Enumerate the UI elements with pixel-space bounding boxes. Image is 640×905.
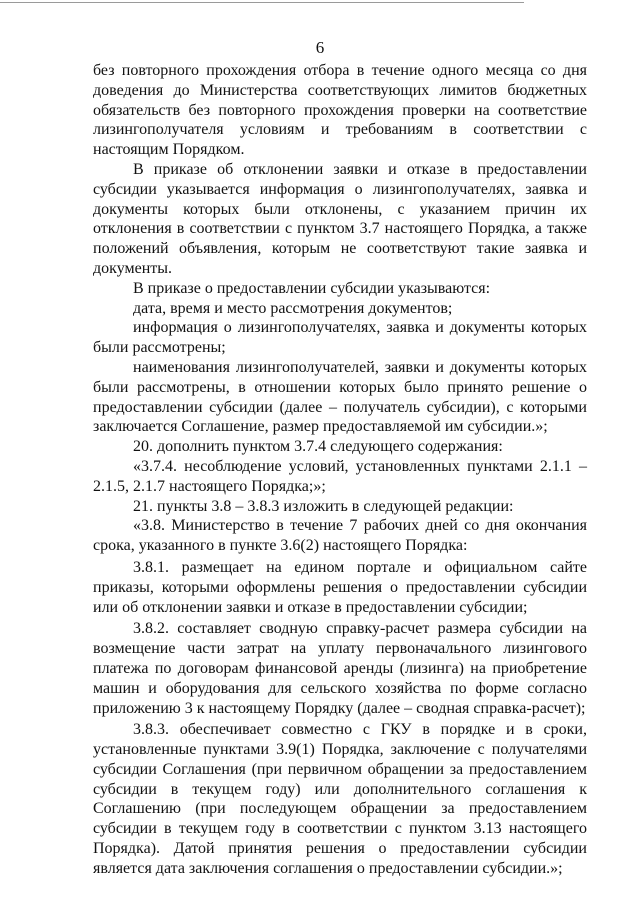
paragraph: «3.8. Министерство в течение 7 рабочих дней со дня окончания срока, указанного в пункте 3.6(2) настоящего Порядка: <box>93 517 587 555</box>
paragraph: В приказе об отклонении заявки и отказе в предоставлении субсидии указывается информация о лизингополучателях, заявка и документы которых были отклонены, с указанием причин их отклонения в соответствии с пунктом 3.7 настоящего Порядка, а также положений объявления, которым не соответствуют такие заявка и документы. <box>93 160 587 277</box>
paragraph: «3.7.4. несоблюдение условий, установленных пунктами 2.1.1 – 2.1.5, 2.1.7 настоящего Порядка;»; <box>93 457 587 495</box>
paragraph: информация о лизингополучателях, заявка и документы которых были рассмотрены; <box>93 319 587 357</box>
paragraph: 3.8.1. размещает на едином портале и официальном сайте приказы, которыми оформлены решения о предоставлении субсидии или об отклонении заявки и отказе в предоставлении субсидии; <box>93 558 587 616</box>
paragraph: дата, время и место рассмотрения документов; <box>133 299 453 317</box>
paragraph: без повторного прохождения отбора в течение одного месяца со дня доведения до Министерства соответствующих лимитов бюджетных обязательств без повторного прохождения проверки на соответствие лизингополучателя условиям и требованиям в соответствии с настоящим Порядком. <box>93 62 587 159</box>
paragraph: В приказе о предоставлении субсидии указываются: <box>133 279 491 297</box>
paragraph: 3.8.3. обеспечивает совместно с ГКУ в порядке и в сроки, установленные пунктами 3.9(1) Порядка, заключение с получателями субсидии Соглашения (при первичном обращении за предоставлением субсидии в текущем году) или дополнительного соглашения к Соглашению (при последующем обращении за предоставлением субсидии в текущем году в соответствии с пунктом 3.13 настоящего Порядка). Датой принятия решения о предоставлении субсидии является дата заключения соглашения о предоставлении субсидии.»; <box>93 721 587 877</box>
top-rule <box>0 2 524 3</box>
paragraph: наименования лизингополучателей, заявки и документы которых были рассмотрены, в отношении которых было принято решение о предоставлении субсидии (далее – получатель субсидии), с которыми заключается Соглашение, размер предоставляемой им субсидии.»; <box>93 358 587 436</box>
document-body <box>93 61 587 879</box>
paragraph: 3.8.2. составляет сводную справку-расчет размера субсидии на возмещение части затрат на уплату первоначального лизингового платежа по договорам финансовой аренды (лизинга) на приобретение машин и оборудования для сельского хозяйства по форме согласно приложению 3 к настоящему Порядку (далее – сводная справка-расчет); <box>93 620 587 717</box>
paragraph: 20. дополнить пунктом 3.7.4 следующего содержания: <box>133 438 503 456</box>
paragraph: 21. пункты 3.8 – 3.8.3 изложить в следующей редакции: <box>133 497 514 515</box>
page-number: 6 <box>315 38 325 57</box>
